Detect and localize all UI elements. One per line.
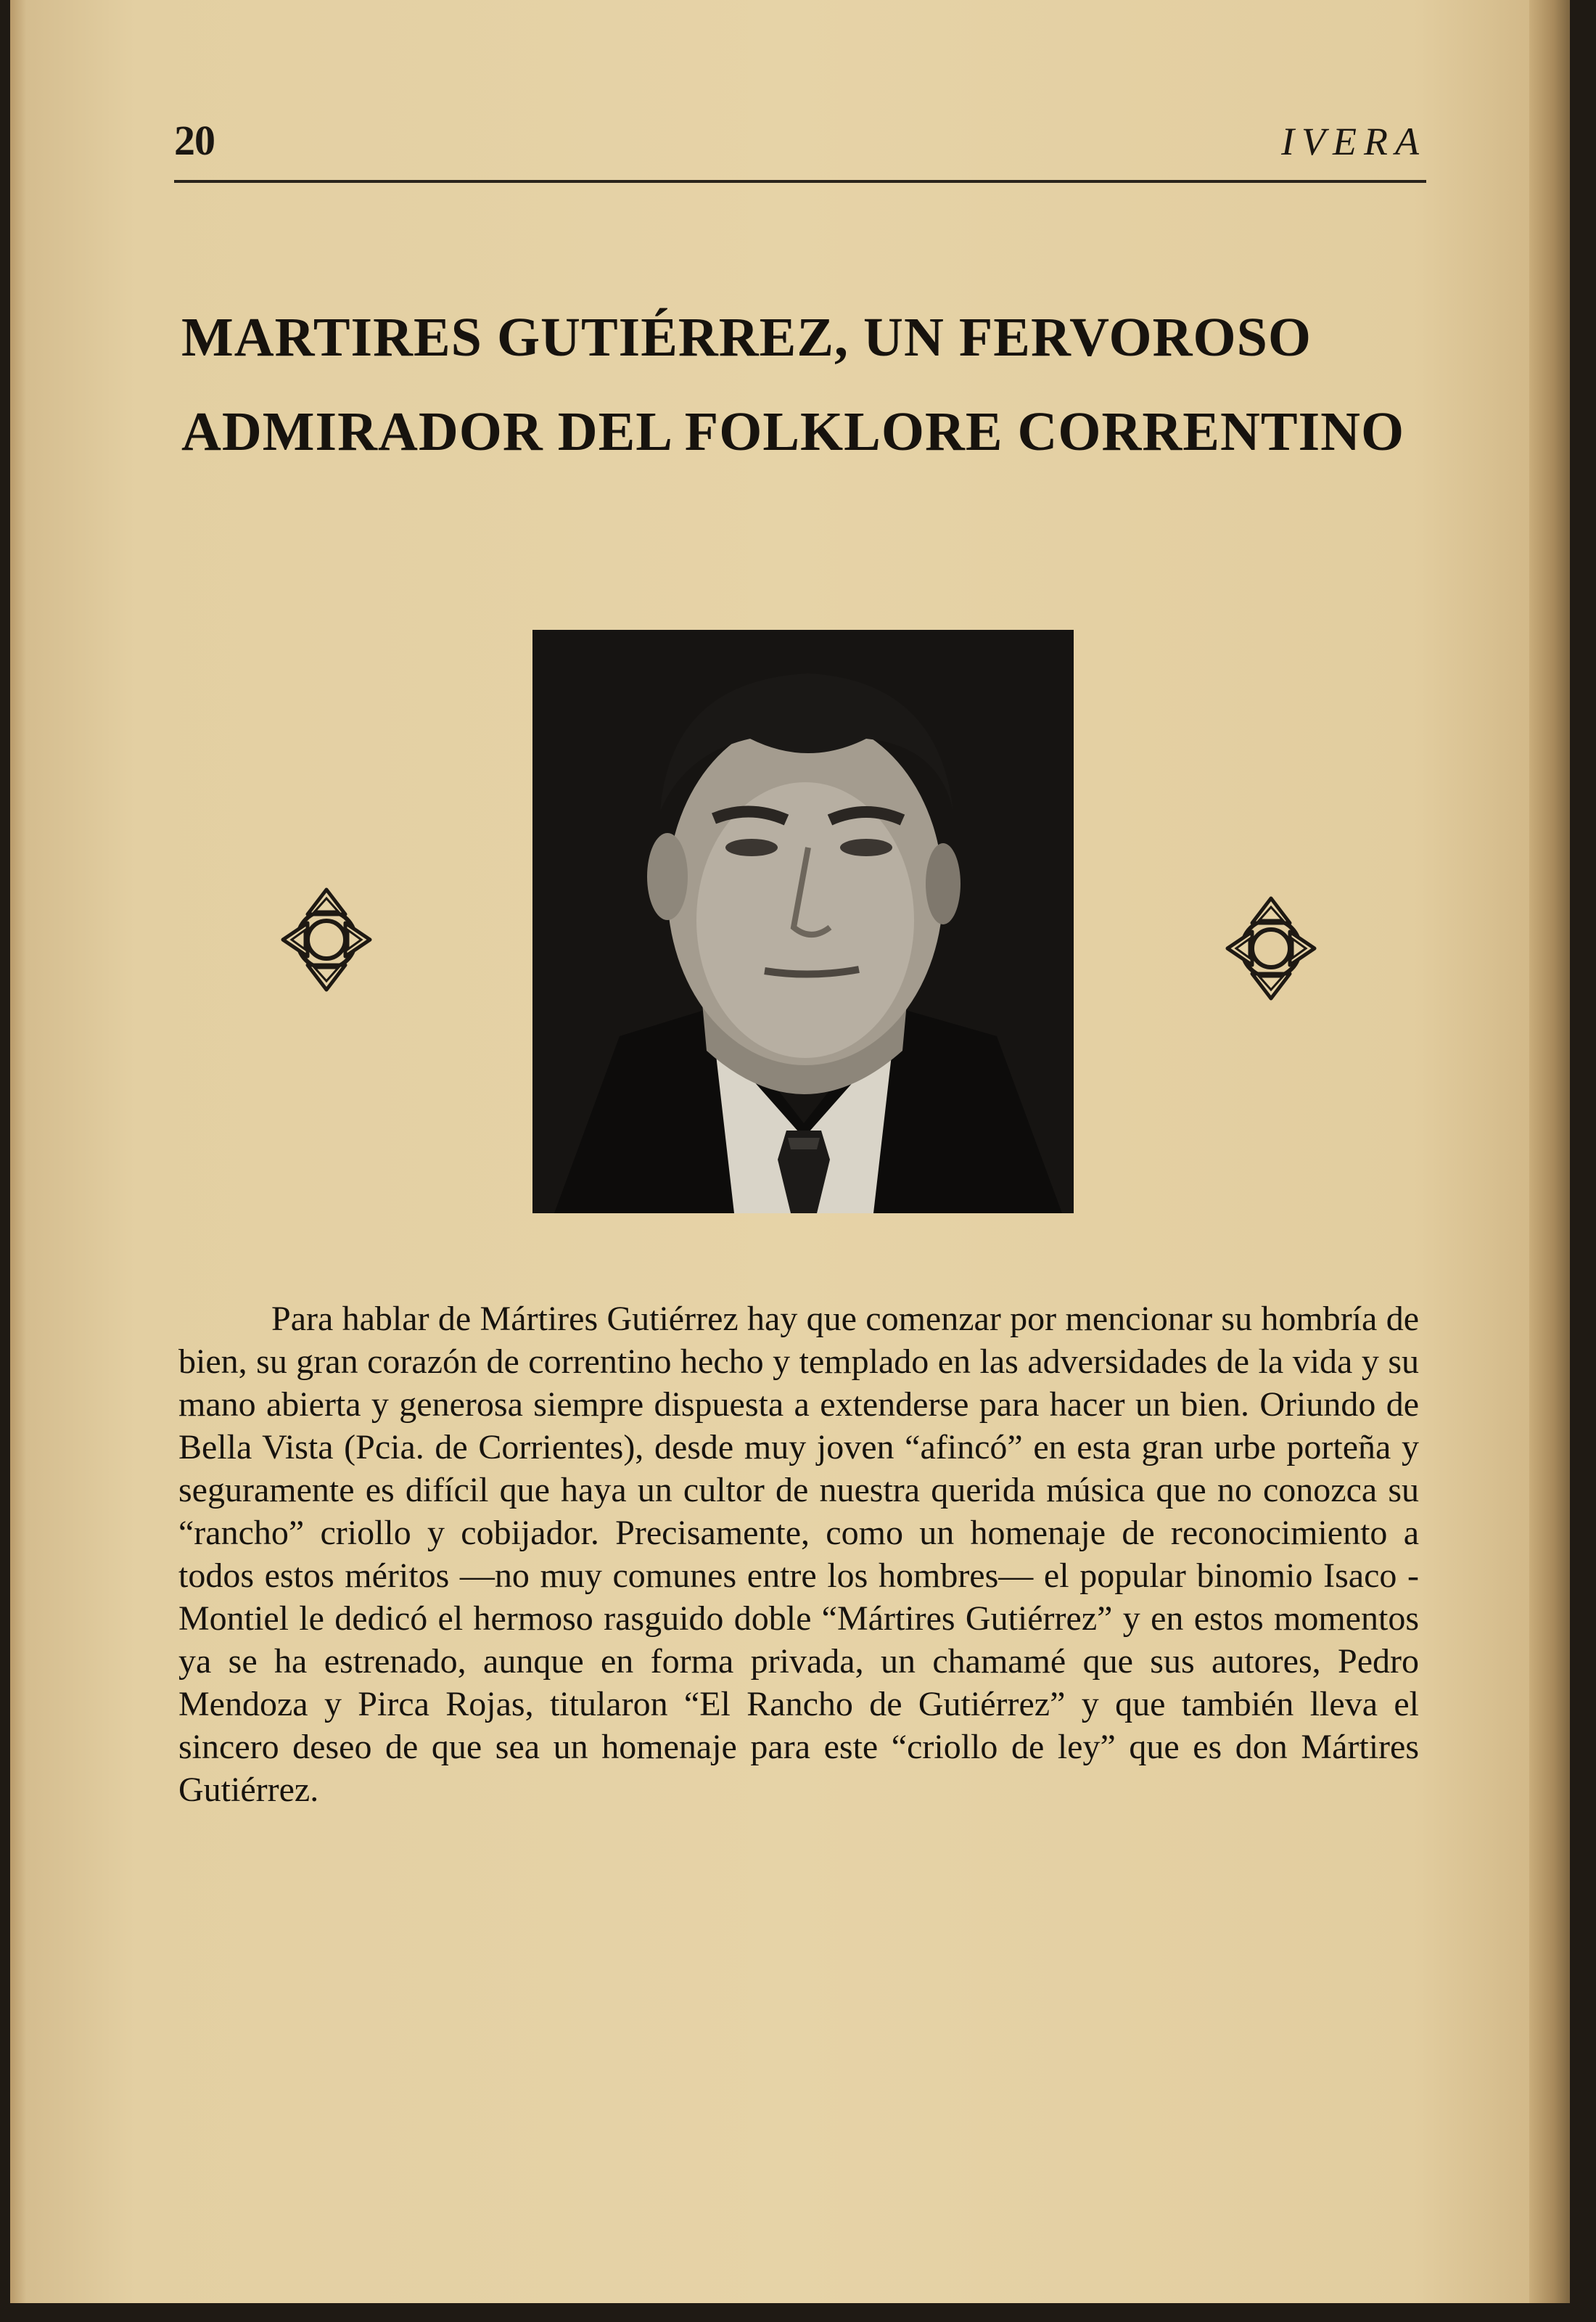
title-line-2: ADMIRADOR DEL FOLKLORE CORRENTINO [181,401,1405,462]
page-header [174,116,1426,186]
article-title [181,290,1458,479]
running-title: IVERA [1281,120,1426,163]
title-line-1: MARTIRES GUTIÉRREZ, UN FERVOROSO [181,307,1312,368]
header-rule [174,180,1426,183]
article-body: Para hablar de Mártires Gutiérrez hay que comenzar por mencionar su hombría de bien, su gran corazón de correntino hecho y templado en las adversidades de la vida y su mano abierta y generosa siempre dispuesta a extenderse para hacer un bien. Oriundo de Bella Vista (Pcia. de Corrientes), desde muy joven “afincó” en esta gran urbe porteña y seguramente es difícil que haya un cultor de nuestra querida música que no conozca su “rancho” criollo y cobijador. Precisamente, como un homenaje de reconocimiento a todos estos méritos —no muy comunes entre los hombres— el popular binomio Isaco - Montiel le dedicó el hermoso rasguido doble “Mártires Gutiérrez” y en estos momentos ya se ha estrenado, aunque en forma privada, un chamamé que sus autores, Pedro Mendoza y Pirca Rojas, titularon “El Rancho de Gutiérrez” y que también lleva el sincero deseo de que sea un homenaje para este “criollo de ley” que es don Mártires Gutiérrez. [178,1300,1419,1809]
book-spine-edge [1529,0,1570,2303]
page-number: 20 [174,117,215,164]
celtic-knot-ornament-icon [1223,894,1319,1003]
portrait-photo [532,630,1074,1213]
book-page [10,0,1570,2303]
celtic-knot-ornament-icon [279,885,374,994]
page-left-edge [10,0,26,2303]
